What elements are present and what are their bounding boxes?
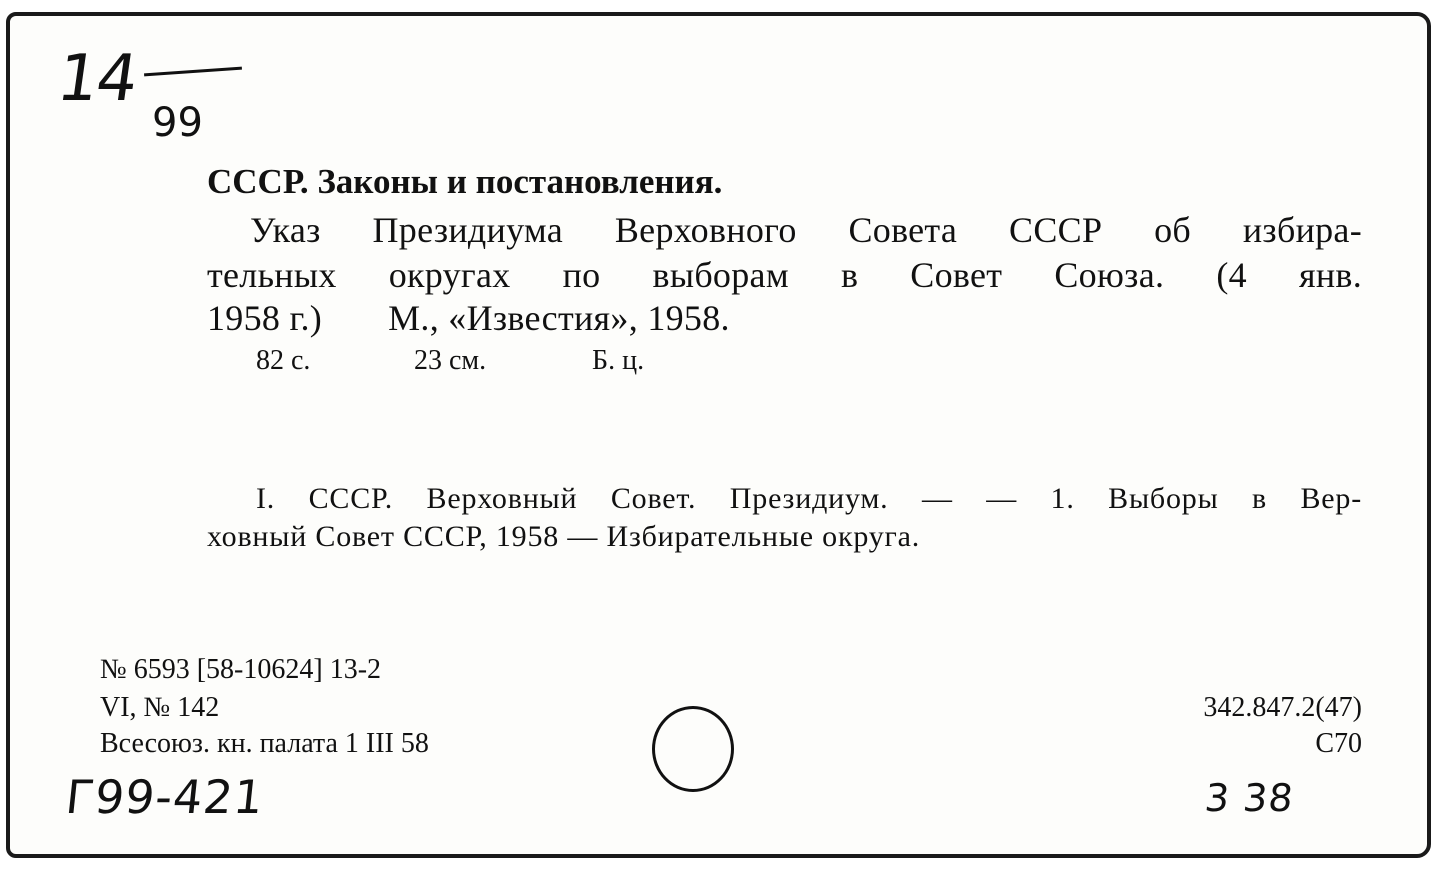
entry-pages: 82 с. [256, 345, 311, 376]
handwritten-shelf-sub: 99 [152, 100, 203, 146]
entry-publisher: М., «Известия», 1958. [388, 298, 730, 338]
card-volume: VI, № 142 [100, 692, 220, 723]
punch-hole [652, 706, 734, 792]
subject-line-1: I. СССР. Верховный Совет. Президиум. — — 1. Выборы в Вер- [256, 482, 1362, 515]
entry-heading: СССР. Законы и постановления. [207, 162, 723, 201]
udc-classification: 342.847.2(47) [1203, 692, 1362, 723]
entry-price: Б. ц. [592, 345, 645, 376]
entry-collation [256, 345, 644, 377]
entry-date: 1958 г.) [207, 298, 323, 338]
card-number: № 6593 [58-10624] 13-2 [100, 654, 382, 685]
book-chamber: Всесоюз. кн. палата 1 III 58 [100, 728, 429, 759]
entry-body-line-1: Указ Президиума Верховного Совета СССР об избира- [250, 210, 1362, 250]
entry-size: 23 см. [414, 345, 487, 376]
entry-body-line-2: тельных округах по выборам в Совет Союза. (4 янв. [207, 255, 1362, 295]
handwritten-shelf-mark: 14 [52, 42, 141, 116]
handwritten-inventory-number: Г99-421 [63, 770, 267, 824]
author-mark: С70 [1315, 728, 1362, 759]
subject-line-2: ховный Совет СССР, 1958 — Избирательные округа. [207, 520, 921, 553]
entry-body-line-3 [207, 297, 730, 339]
handwritten-note: 3 38 [1202, 776, 1296, 820]
